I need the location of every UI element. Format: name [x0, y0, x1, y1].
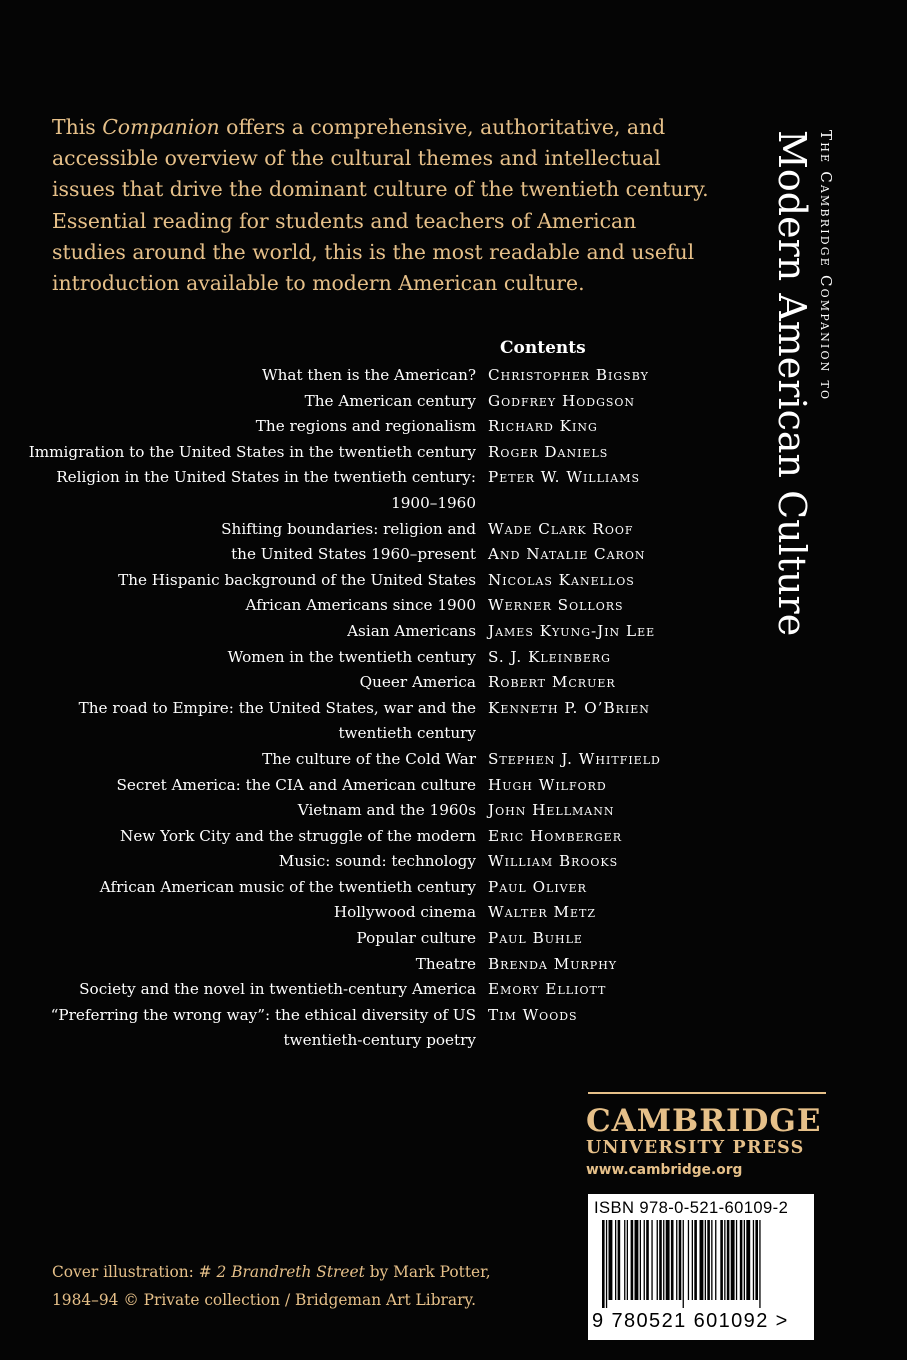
toc-author: Richard King: [488, 417, 598, 436]
barcode-bar: [755, 1220, 758, 1300]
publisher-url: www.cambridge.org: [586, 1162, 743, 1178]
cover-credit: [52, 1258, 491, 1314]
barcode-bars: [602, 1220, 800, 1308]
barcode-bar: [618, 1220, 621, 1300]
toc-chapter-title: Theatre: [415, 954, 476, 973]
barcode-bar: [609, 1220, 613, 1300]
barcode-bar: [646, 1220, 649, 1300]
toc-row: [0, 568, 907, 594]
book-title: Modern American Culture: [770, 130, 814, 637]
barcode-bar: [683, 1220, 684, 1308]
toc-chapter-title: the United States 1960–present: [231, 545, 476, 564]
series-title: The Cambridge Companion to: [817, 130, 835, 402]
toc-author: Kenneth P. O’Brien: [488, 698, 650, 717]
barcode-bar: [740, 1220, 743, 1300]
toc-author: Nicolas Kanellos: [488, 570, 635, 589]
toc-author: Christopher Bigsby: [488, 366, 649, 384]
toc-author: Walter Metz: [488, 903, 596, 922]
blurb-emphasis: Companion: [102, 115, 220, 139]
toc-row: [0, 1003, 907, 1029]
toc-row: [0, 465, 907, 491]
toc-author: William Brooks: [488, 852, 619, 871]
toc-author: Stephen J. Whitfield: [488, 749, 661, 768]
toc-author: Roger Daniels: [488, 442, 609, 461]
barcode-bar: [644, 1220, 645, 1300]
toc-chapter-title: twentieth-century poetry: [283, 1031, 476, 1050]
toc-row: [0, 773, 907, 799]
toc-chapter-title: Society and the novel in twentieth-century America: [79, 980, 476, 999]
back-cover-blurb: [52, 112, 712, 299]
toc-author: Peter W. Williams: [488, 468, 640, 487]
toc-chapter-title: The culture of the Cold War: [262, 749, 476, 768]
toc-row: [0, 363, 907, 389]
barcode-bar: [627, 1220, 628, 1300]
toc-chapter-title: Asian Americans: [347, 621, 476, 640]
isbn-barcode: [588, 1194, 814, 1340]
barcode-bar: [715, 1220, 716, 1300]
toc-row: [0, 875, 907, 901]
toc-row: [0, 824, 907, 850]
toc-chapter-title: Popular culture: [356, 929, 476, 948]
barcode-bar: [744, 1220, 745, 1300]
toc-chapter-title: Hollywood cinema: [333, 903, 476, 922]
toc-author: Eric Homberger: [488, 826, 622, 845]
barcode-bar: [720, 1220, 723, 1300]
toc-chapter-title: Religion in the United States in the twentieth century:: [56, 468, 476, 487]
toc-author: Paul Buhle: [488, 929, 583, 948]
toc-chapter-title: Women in the twentieth century: [227, 647, 476, 666]
toc-author: Hugh Wilford: [488, 775, 607, 794]
toc-row: [0, 389, 907, 415]
toc-author: James Kyung-Jin Lee: [488, 621, 656, 640]
barcode-bar: [663, 1220, 664, 1300]
toc-row: [0, 696, 907, 722]
toc-chapter-title: The American century: [304, 391, 476, 410]
barcode-bar: [635, 1220, 639, 1300]
toc-chapter-title: Vietnam and the 1960s: [297, 801, 476, 820]
toc-row: [0, 414, 907, 440]
toc-row: [0, 619, 907, 645]
toc-author: Tim Woods: [488, 1005, 578, 1024]
toc-row: [0, 721, 907, 747]
toc-chapter-title: The regions and regionalism: [255, 417, 476, 436]
barcode-bar: [705, 1220, 706, 1300]
toc-chapter-title: New York City and the struggle of the modern: [120, 826, 476, 845]
divider-rule: [588, 1092, 826, 1094]
toc-author: Paul Oliver: [488, 877, 587, 896]
barcode-bar: [694, 1220, 697, 1300]
toc-row: [0, 747, 907, 773]
toc-row: [0, 1028, 907, 1054]
contents-heading: Contents: [500, 338, 586, 358]
publisher-subtitle: UNIVERSITY PRESS: [586, 1138, 805, 1158]
publisher-logo: [586, 1104, 826, 1182]
toc-row: [0, 491, 907, 517]
toc-chapter-title: African Americans since 1900: [245, 596, 476, 615]
toc-row: [0, 593, 907, 619]
barcode-bar: [606, 1220, 607, 1308]
toc-chapter-title: What then is the American?: [262, 366, 476, 384]
barcode-bar: [753, 1220, 754, 1300]
barcode-bar: [707, 1220, 710, 1300]
barcode-bar: [736, 1220, 737, 1300]
blurb-part2: offers a comprehensive, authoritative, and accessible overview of the cultural themes and intellectual issues that drive the dominant culture of the twentieth century. Essential reading for students and teachers of American studies around the world, this is the most readable and useful introduction available to modern American culture.: [52, 115, 709, 296]
barcode-bar: [671, 1220, 674, 1300]
toc-row: [0, 900, 907, 926]
toc-chapter-title: The Hispanic background of the United States: [118, 570, 476, 589]
toc-row: [0, 517, 907, 543]
barcode-bar: [676, 1220, 677, 1300]
barcode-bar: [700, 1220, 704, 1300]
toc-author: S. J. Kleinberg: [488, 647, 611, 666]
toc-chapter-title: twentieth century: [338, 724, 476, 743]
toc-author: Emory Elliott: [488, 980, 607, 999]
credit-lead: Cover illustration:: [52, 1263, 199, 1281]
toc-chapter-title: The road to Empire: the United States, war and the: [78, 698, 476, 717]
toc-author: Werner Sollors: [488, 596, 624, 615]
barcode-bar: [651, 1220, 652, 1300]
barcode-bar: [659, 1220, 662, 1300]
toc-chapter-title: Music: sound: technology: [278, 852, 476, 871]
credit-artist: by Mark Potter,: [364, 1263, 491, 1281]
toc-author: Godfrey Hodgson: [488, 391, 636, 410]
toc-chapter-title: Shifting boundaries: religion and: [221, 519, 476, 538]
toc-row: [0, 798, 907, 824]
toc-row: [0, 440, 907, 466]
toc-row: [0, 645, 907, 671]
barcode-bar: [679, 1220, 682, 1300]
barcode-bar: [602, 1220, 605, 1308]
publisher-name: CAMBRIDGE: [586, 1103, 822, 1139]
barcode-bar: [692, 1220, 693, 1300]
toc-row: [0, 849, 907, 875]
toc-chapter-title: “Preferring the wrong way”: the ethical diversity of US: [50, 1005, 476, 1024]
toc-author: Brenda Murphy: [488, 954, 618, 973]
toc-row: [0, 926, 907, 952]
credit-collection: 1984–94 © Private collection / Bridgeman Art Library.: [52, 1291, 476, 1309]
toc-row: [0, 952, 907, 978]
barcode-bar: [624, 1220, 625, 1300]
isbn-label: ISBN 978-0-521-60109-2: [594, 1198, 789, 1217]
barcode-bar: [640, 1220, 641, 1300]
barcode-bar: [688, 1220, 689, 1300]
barcode-bar: [631, 1220, 634, 1300]
toc-row: [0, 977, 907, 1003]
toc-row: [0, 542, 907, 568]
barcode-digits: 9 780521 601092 >: [592, 1310, 789, 1332]
toc-author: And Natalie Caron: [488, 545, 646, 564]
barcode-bar: [711, 1220, 712, 1300]
barcode-bar: [731, 1220, 735, 1300]
toc-chapter-title: Immigration to the United States in the twentieth century: [28, 442, 476, 461]
blurb-part1: This: [52, 115, 103, 139]
barcode-bar: [746, 1220, 750, 1300]
contents-list: [0, 363, 907, 1054]
toc-chapter-title: Secret America: the CIA and American culture: [116, 775, 476, 794]
barcode-bar: [759, 1220, 760, 1308]
toc-chapter-title: 1900–1960: [391, 493, 476, 512]
barcode-bar: [666, 1220, 670, 1300]
credit-artwork-title: # 2 Brandreth Street: [198, 1263, 365, 1281]
barcode-bar: [615, 1220, 616, 1300]
barcode-bar: [724, 1220, 725, 1300]
toc-author: John Hellmann: [488, 801, 615, 820]
toc-chapter-title: African American music of the twentieth century: [99, 877, 476, 896]
barcode-bar: [657, 1220, 658, 1300]
toc-author: Robert Mcruer: [488, 673, 616, 692]
toc-row: [0, 670, 907, 696]
toc-chapter-title: Queer America: [359, 673, 476, 692]
toc-author: Wade Clark Roof: [488, 519, 634, 538]
barcode-bar: [727, 1220, 730, 1300]
